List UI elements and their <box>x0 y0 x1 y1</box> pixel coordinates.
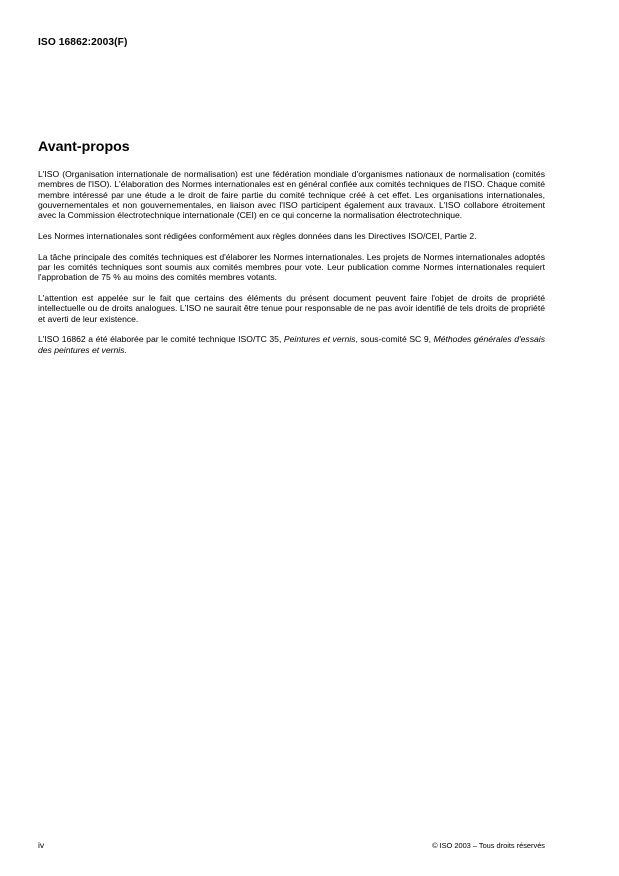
subcommittee-text: , sous-comité SC 9, <box>355 334 434 345</box>
paragraph-patent-rights: L'attention est appelée sur le fait que certains des éléments du présent document peuvent faire l'objet de droits de propriété intellectuelle ou de droits analogues. L'ISO ne saurait être tenue pour responsable de ne pas avoir identifié de tels droits de propriété et averti de leur existence. <box>38 293 545 324</box>
copyright-notice: © ISO 2003 – Tous droits réservés <box>432 841 545 850</box>
paragraph-prepared-by <box>38 334 545 355</box>
paragraph-iso-intro: L'ISO (Organisation internationale de normalisation) est une fédération mondiale d'organismes nationaux de normalisation (comités membres de l'ISO). L'élaboration des Normes internationales est en général confiée aux comités techniques de l'ISO. Chaque comité membre intéressé par une étude a le droit de faire partie du comité technique créé à cet effet. Les organisations internationales, gouvernementales et non gouvernementales, en liaison avec l'ISO participent également aux travaux. L'ISO collabore étroitement avec la Commission électrotechnique internationale (CEI) en ce qui concerne la normalisation électrotechnique. <box>38 169 545 220</box>
document-id-header: ISO 16862:2003(F) <box>38 37 128 48</box>
paragraph-technical-committees: La tâche principale des comités techniques est d'élaborer les Normes internationales. Les projets de Normes internationales adoptés par les comités techniques sont soumis aux comités membres pour vote. Leur publication comme Normes internationales requiert l'approbation de 75 % au moins des comités membres votants. <box>38 251 545 283</box>
prepared-by-text: L'ISO 16862 a été élaborée par le comité technique ISO/TC 35, <box>38 334 284 345</box>
committee-name: Peintures et vernis <box>283 334 356 345</box>
section-title: Avant-propos <box>38 139 130 155</box>
page-number: iv <box>38 840 45 850</box>
subcommittee-name: Méthodes générales d'essais des peintures et vernis. <box>38 334 545 355</box>
paragraph-directives: Les Normes internationales sont rédigées conformément aux règles données dans les Directives ISO/CEI, Partie 2. <box>38 230 477 241</box>
foreword-body <box>38 169 545 365</box>
